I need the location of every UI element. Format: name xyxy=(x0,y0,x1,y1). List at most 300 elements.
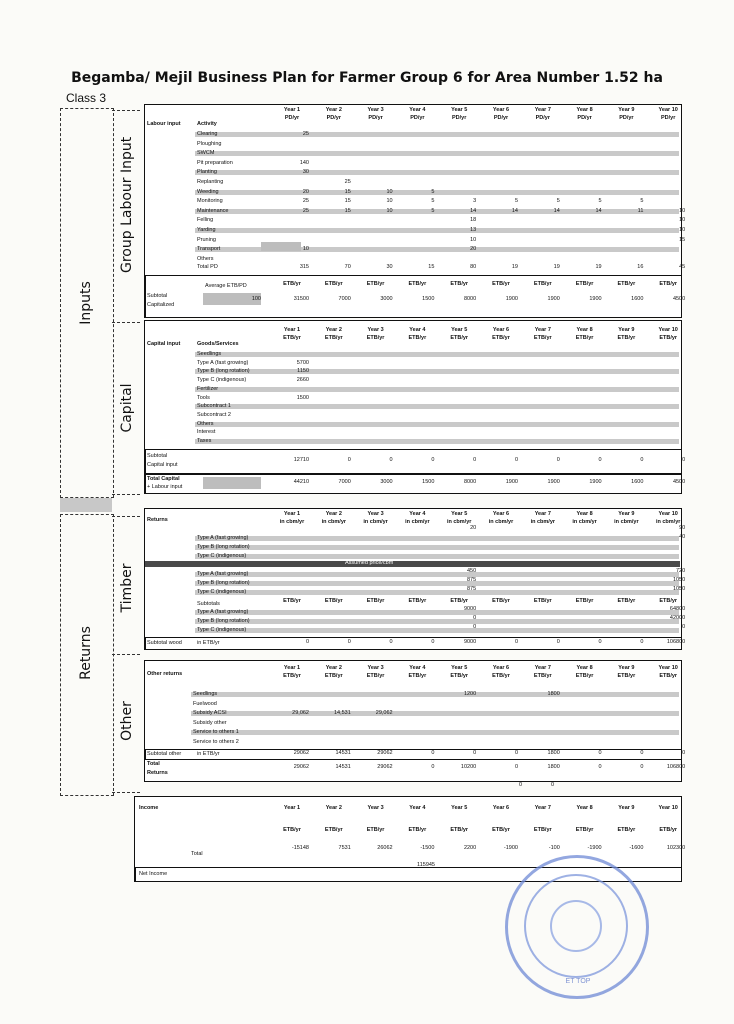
labour-value: 15 xyxy=(679,236,686,243)
capital-subtotal-value: 0 xyxy=(389,457,393,463)
other-return-label: Seedlings xyxy=(193,691,218,697)
year-header: Year 9 xyxy=(618,327,635,333)
other-total-value: 10200 xyxy=(460,764,477,770)
year-header: Year 3 xyxy=(367,107,384,113)
subtotal-wood-value: 0 xyxy=(431,639,435,645)
labour-value: 10 xyxy=(679,207,686,214)
capital-subtotal-value: 0 xyxy=(682,457,686,463)
year-unit: in cbm/yr xyxy=(279,519,305,525)
labour-value: 30 xyxy=(302,169,309,176)
labour-value: 15 xyxy=(344,188,351,195)
capital-total-value: 44210 xyxy=(293,479,309,485)
other-total-value: 0 xyxy=(431,764,435,770)
timber-price: 875 xyxy=(467,577,477,583)
timber-volume: 20 xyxy=(470,525,477,531)
labour-value: 14 xyxy=(595,207,602,214)
year-header: Year 1 xyxy=(283,511,301,517)
other-subtotal-value: 0 xyxy=(431,750,435,756)
year-unit: ETB/yr xyxy=(366,673,385,679)
transport-gray xyxy=(261,242,301,251)
capital-subtotal-value: 0 xyxy=(431,457,435,463)
timber-subtotal: 64800 xyxy=(669,606,686,612)
year-unit: PD/yr xyxy=(493,115,509,121)
row-stripe xyxy=(195,581,679,586)
year-header: Year 5 xyxy=(451,107,468,113)
other-subtotal-value: 1800 xyxy=(547,750,560,756)
inputs-label: Inputs xyxy=(78,281,94,325)
subtotals-label: Subtotals xyxy=(197,601,220,607)
divider xyxy=(112,654,140,655)
capital-label: Capital xyxy=(119,383,135,433)
year-header: Year 1 xyxy=(283,805,301,811)
year-header: Year 10 xyxy=(658,511,678,517)
labour-subtotal-value: 3000 xyxy=(380,296,393,302)
year-header: Year 4 xyxy=(409,327,426,333)
year-header: Year 4 xyxy=(409,665,426,671)
other-section xyxy=(144,660,686,782)
total-pd-value: 19 xyxy=(511,264,518,270)
etb-unit: ETB/yr xyxy=(450,598,469,604)
other-total-value: 1800 xyxy=(547,764,560,770)
year-header: Year 5 xyxy=(451,327,468,333)
etb-unit: ETB/yr xyxy=(617,827,636,833)
etb-unit: ETB/yr xyxy=(533,281,552,287)
labour-subtotal-value: 31500 xyxy=(293,296,309,302)
capital-subtotal-value: 0 xyxy=(640,457,644,463)
capital-subtotal-value: 0 xyxy=(556,457,560,463)
labour-value: 10 xyxy=(470,236,477,243)
other-subtotal-unit: in ETB/yr xyxy=(197,751,220,757)
goods-label: Others xyxy=(197,420,214,427)
total-pd-value: 70 xyxy=(344,264,351,270)
year-unit: in cbm/yr xyxy=(363,519,388,525)
other-subtotal-value: 29062 xyxy=(377,750,393,756)
total-pd-label: Total PD xyxy=(197,264,218,270)
labour-value: 5 xyxy=(431,188,435,195)
other-subtotal-value: 0 xyxy=(473,750,477,756)
extra-value-2: 0 xyxy=(550,782,554,788)
year-header: Year 2 xyxy=(325,327,342,333)
year-unit: PD/yr xyxy=(661,115,676,121)
subtotal-wood-unit: in ETB/yr xyxy=(197,640,220,646)
activity-label: Felling xyxy=(197,217,214,224)
year-header: Year 2 xyxy=(325,665,342,671)
year-unit: ETB/yr xyxy=(283,673,301,679)
avg-value: 100 xyxy=(251,296,261,302)
year-unit: PD/yr xyxy=(619,115,634,121)
year-header: Year 6 xyxy=(492,327,510,333)
other-return-value: 14,531 xyxy=(333,710,351,716)
row-stripe xyxy=(195,536,679,541)
other-subtotal-value: 29062 xyxy=(293,750,309,756)
timber-type-label: Type B (long rotation) xyxy=(197,618,250,624)
divider xyxy=(112,494,140,495)
year-header: Year 3 xyxy=(367,327,384,333)
labour-value: 20 xyxy=(302,188,309,195)
page-title: Begamba/ Mejil Business Plan for Farmer Group 6 for Area Number 1.52 ha xyxy=(71,70,663,86)
activity-label: Clearing xyxy=(197,131,218,137)
year-header: Year 9 xyxy=(618,511,635,517)
year-unit: in cbm/yr xyxy=(655,519,681,525)
year-header: Year 9 xyxy=(618,805,635,811)
year-unit: in cbm/yr xyxy=(405,519,430,525)
timber-label: Timber xyxy=(119,563,135,613)
price-label: Assumed price/cbm xyxy=(345,560,394,566)
other-subtotal-label: Subtotal other xyxy=(147,751,182,757)
activity-label: Transport xyxy=(197,246,221,253)
goods-label: Fertilizer xyxy=(197,385,219,392)
etb-unit: ETB/yr xyxy=(575,598,594,604)
timber-type-label: Type A (fast growing) xyxy=(197,535,249,541)
total-pd-value: 16 xyxy=(637,264,644,270)
goods-label: Tools xyxy=(197,394,210,401)
other-total-value: 0 xyxy=(640,764,644,770)
year-unit: in cbm/yr xyxy=(572,519,597,525)
labour-value: 5 xyxy=(640,198,644,205)
income-total-value: -100 xyxy=(548,845,560,851)
other-total-value: 29062 xyxy=(377,764,393,770)
other-return-label: Subsidy other xyxy=(193,719,227,726)
timber-type-label: Type C (indigenous) xyxy=(197,589,247,595)
etb-unit: ETB/yr xyxy=(492,598,510,604)
other-return-label: Subsidy ACSI xyxy=(193,710,227,716)
row-stripe xyxy=(195,228,679,233)
year-unit: ETB/yr xyxy=(617,673,636,679)
labour-subtotal-value: 1900 xyxy=(505,296,518,302)
other-subtotal-value: 0 xyxy=(682,750,686,756)
year-unit: ETB/yr xyxy=(450,335,469,341)
labour-value: 15 xyxy=(344,207,351,214)
year-header: Year 3 xyxy=(367,511,384,517)
stamp-text: ET TOP xyxy=(565,978,591,985)
subtotal-wood-value: 0 xyxy=(514,639,518,645)
capital-subtotal-sub: Capital input xyxy=(147,462,178,468)
labour-header-label: Labour input xyxy=(147,121,181,127)
etb-unit: ETB/yr xyxy=(450,281,469,287)
income-total-value: 102300 xyxy=(666,845,686,851)
year-unit: in cbm/yr xyxy=(321,519,347,525)
year-header: Year 10 xyxy=(658,107,678,113)
goods-label: Interest xyxy=(197,429,216,436)
activity-label: SWCM xyxy=(197,150,215,157)
etb-unit: ETB/yr xyxy=(450,827,469,833)
row-stripe xyxy=(195,439,679,444)
labour-subtotal-label: Subtotal xyxy=(147,293,168,299)
activity-header: Activity xyxy=(197,121,217,127)
stamp-core xyxy=(550,900,602,952)
net-income-value: 115945 xyxy=(417,862,435,868)
year-unit: ETB/yr xyxy=(408,335,427,341)
capital-total-value: 3000 xyxy=(380,479,393,485)
year-header: Year 1 xyxy=(283,665,301,671)
row-stripe xyxy=(195,170,679,175)
activity-label: Ploughing xyxy=(197,140,222,147)
income-total-value: 26062 xyxy=(377,845,393,851)
year-header: Year 1 xyxy=(283,327,301,333)
other-subtotal-value: 14531 xyxy=(335,750,351,756)
capital-subtotal-value: 0 xyxy=(347,457,351,463)
labour-value: 25 xyxy=(302,131,309,137)
year-header: Year 6 xyxy=(492,665,510,671)
timber-type-label: Type B (long rotation) xyxy=(197,580,250,586)
row-stripe xyxy=(195,404,679,409)
net-income-label: Net Income xyxy=(139,871,168,877)
total-pd-value: 45 xyxy=(679,264,686,270)
income-total-value: -1900 xyxy=(503,845,518,851)
labour-capitalized-label: Capitalized xyxy=(147,302,175,308)
timber-type-label: Type C (indigenous) xyxy=(197,553,247,559)
etb-unit: ETB/yr xyxy=(617,281,636,287)
capital-header-label: Capital input xyxy=(147,341,181,347)
capital-subtotal-value: 0 xyxy=(514,457,518,463)
activity-label: Weeding xyxy=(197,188,219,195)
labour-value: 5 xyxy=(431,207,435,214)
row-stripe xyxy=(195,422,679,427)
group-labour-input-label: Group Labour Input xyxy=(119,136,135,273)
total-pd-value: 315 xyxy=(299,264,309,270)
other-total-value: 106800 xyxy=(666,764,686,770)
timber-price: 1050 xyxy=(672,577,686,583)
capital-total-value: 1600 xyxy=(631,479,644,485)
year-unit: PD/yr xyxy=(326,115,341,121)
timber-subtotal: 0 xyxy=(682,624,686,630)
year-header: Year 4 xyxy=(409,511,426,517)
returns-header-label: Returns xyxy=(147,517,168,523)
labour-value: 25 xyxy=(302,198,309,205)
etb-unit: ETB/yr xyxy=(283,281,301,287)
capital-value: 1500 xyxy=(296,394,309,401)
labour-value: 11 xyxy=(637,207,644,214)
goods-label: Subcontract 2 xyxy=(197,411,231,418)
year-header: Year 7 xyxy=(534,665,551,671)
goods-label: Type B (long rotation) xyxy=(197,368,250,375)
year-unit: ETB/yr xyxy=(492,673,510,679)
capital-total-value: 1900 xyxy=(547,479,560,485)
labour-subtotal-value: 1600 xyxy=(631,296,644,302)
labour-value: 5 xyxy=(431,198,435,205)
etb-unit: ETB/yr xyxy=(492,827,510,833)
etb-unit: ETB/yr xyxy=(324,598,343,604)
year-header: Year 1 xyxy=(283,107,301,113)
divider xyxy=(112,110,140,111)
income-total-value: -1500 xyxy=(420,845,435,851)
income-total-value: -1600 xyxy=(629,845,644,851)
capital-subtotal-value: 12710 xyxy=(293,457,309,463)
timber-subtotal: 42000 xyxy=(669,615,686,621)
etb-unit: ETB/yr xyxy=(366,827,385,833)
total-pd-value: 15 xyxy=(428,264,435,270)
year-header: Year 3 xyxy=(367,665,384,671)
divider xyxy=(112,322,140,323)
year-unit: PD/yr xyxy=(284,115,300,121)
subtotal-wood-value: 0 xyxy=(598,639,602,645)
labour-subtotal-value: 1500 xyxy=(422,296,435,302)
activity-label: Monitoring xyxy=(197,198,223,205)
timber-subtotal: 0 xyxy=(473,615,477,621)
goods-label: Seedlings xyxy=(197,351,222,357)
etb-unit: ETB/yr xyxy=(283,827,301,833)
capital-total-value: 4500 xyxy=(672,479,686,485)
timber-price: 720 xyxy=(676,568,686,574)
capital-total-value: 1900 xyxy=(589,479,602,485)
other-subtotal-value: 0 xyxy=(598,750,602,756)
timber-price: 1050 xyxy=(672,586,686,592)
other-total-value: 0 xyxy=(514,764,518,770)
subtotal-wood-value: 106800 xyxy=(666,639,686,645)
etb-unit: ETB/yr xyxy=(575,281,594,287)
etb-unit: ETB/yr xyxy=(324,827,343,833)
row-stripe xyxy=(195,572,679,577)
etb-unit: ETB/yr xyxy=(324,281,343,287)
year-header: Year 10 xyxy=(658,665,678,671)
row-stripe xyxy=(195,610,679,615)
year-header: Year 4 xyxy=(409,805,426,811)
total-pd-value: 19 xyxy=(553,264,560,270)
capital-subtotal-value: 0 xyxy=(598,457,602,463)
goods-header: Goods/Services xyxy=(197,341,239,347)
labour-value: 10 xyxy=(386,188,393,195)
labour-subtotal-value: 4500 xyxy=(672,296,686,302)
year-unit: in cbm/yr xyxy=(488,519,514,525)
row-stripe xyxy=(191,692,679,697)
other-total-label: Total xyxy=(147,761,160,767)
year-header: Year 7 xyxy=(534,805,551,811)
year-unit: ETB/yr xyxy=(492,335,510,341)
capital-subtotal-label: Subtotal xyxy=(147,453,168,459)
year-unit: in cbm/yr xyxy=(530,519,556,525)
separator-block xyxy=(60,498,112,512)
labour-value: 140 xyxy=(299,159,309,166)
labour-value: 10 xyxy=(679,217,686,224)
year-unit: in cbm/yr xyxy=(614,519,639,525)
row-stripe xyxy=(195,369,679,374)
subtotal-wood-value: 0 xyxy=(347,639,351,645)
year-unit: ETB/yr xyxy=(659,673,678,679)
year-unit: ETB/yr xyxy=(533,335,552,341)
labour-value: 14 xyxy=(511,207,518,214)
labour-value: 5 xyxy=(556,198,560,205)
extra-value-1: 0 xyxy=(518,782,522,788)
year-unit: ETB/yr xyxy=(617,335,636,341)
year-header: Year 2 xyxy=(325,107,342,113)
goods-label: Type A (fast growing) xyxy=(197,359,249,366)
row-stripe xyxy=(191,730,679,735)
year-unit: PD/yr xyxy=(452,115,467,121)
row-stripe xyxy=(195,209,679,214)
year-unit: ETB/yr xyxy=(450,673,469,679)
divider xyxy=(112,516,140,517)
other-header-label: Other returns xyxy=(147,671,183,677)
year-header: Year 8 xyxy=(576,327,593,333)
row-stripe xyxy=(195,387,679,392)
etb-unit: ETB/yr xyxy=(533,598,552,604)
labour-value: 10 xyxy=(302,246,309,253)
other-total-value: 14531 xyxy=(335,764,351,770)
etb-unit: ETB/yr xyxy=(659,827,678,833)
income-total-value: -1900 xyxy=(587,845,602,851)
timber-subtotal: 0 xyxy=(473,624,477,630)
row-stripe xyxy=(195,352,679,357)
labour-value: 25 xyxy=(344,179,351,185)
timber-subtotal: 9000 xyxy=(463,606,477,612)
year-unit: ETB/yr xyxy=(575,335,594,341)
year-unit: ETB/yr xyxy=(659,335,678,341)
etb-unit: ETB/yr xyxy=(492,281,510,287)
row-stripe xyxy=(191,711,679,716)
divider xyxy=(112,792,140,793)
labour-value: 5 xyxy=(514,198,518,205)
row-stripe xyxy=(195,619,679,624)
timber-type-label: Type A (fast growing) xyxy=(197,571,249,577)
year-unit: PD/yr xyxy=(535,115,550,121)
class-label: Class 3 xyxy=(66,91,107,105)
year-header: Year 8 xyxy=(576,107,593,113)
year-header: Year 6 xyxy=(492,511,510,517)
other-return-value: 29,062 xyxy=(375,710,393,716)
labour-subtotal-value: 8000 xyxy=(463,296,477,302)
etb-unit: ETB/yr xyxy=(408,598,427,604)
timber-volume: 40 xyxy=(679,534,686,540)
etb-unit: ETB/yr xyxy=(659,598,678,604)
year-unit: PD/yr xyxy=(368,115,383,121)
avg-etb-label: Average ETB/PD xyxy=(205,283,247,289)
income-total-value: 7531 xyxy=(338,845,351,851)
income-total-label: Total xyxy=(191,851,203,857)
row-stripe xyxy=(195,132,679,137)
timber-type-label: Type A (fast growing) xyxy=(197,609,249,615)
other-return-value: 29,062 xyxy=(292,710,309,716)
timber-volume: 90 xyxy=(679,525,686,531)
subtotal-wood-value: 0 xyxy=(305,639,309,645)
etb-unit: ETB/yr xyxy=(283,598,301,604)
year-unit: ETB/yr xyxy=(408,673,427,679)
other-total-sub: Returns xyxy=(147,770,168,776)
income-total-value: 2200 xyxy=(463,845,477,851)
other-label: Other xyxy=(119,701,135,741)
other-return-value: 1800 xyxy=(547,691,560,697)
labour-subtotal-value: 7000 xyxy=(338,296,351,302)
other-subtotal-value: 0 xyxy=(514,750,518,756)
row-stripe xyxy=(195,151,679,156)
labour-value: 14 xyxy=(553,207,560,214)
capital-total-gray xyxy=(203,477,261,489)
capital-total-value: 7000 xyxy=(338,479,351,485)
timber-type-label: Type C (indigenous) xyxy=(197,627,247,633)
price-bar xyxy=(145,561,680,567)
year-header: Year 5 xyxy=(451,511,468,517)
capital-value: 2660 xyxy=(296,377,309,384)
etb-unit: ETB/yr xyxy=(366,598,385,604)
capital-value: 5700 xyxy=(296,359,309,366)
capital-total-value: 8000 xyxy=(463,479,477,485)
labour-value: 10 xyxy=(679,227,686,233)
timber-type-label: Type B (long rotation) xyxy=(197,544,250,550)
other-subtotal-value: 0 xyxy=(640,750,644,756)
year-header: Year 4 xyxy=(409,107,426,113)
year-header: Year 7 xyxy=(534,327,551,333)
year-header: Year 9 xyxy=(618,665,635,671)
year-header: Year 3 xyxy=(367,805,384,811)
year-header: Year 7 xyxy=(534,511,551,517)
activity-label: Others xyxy=(197,255,214,262)
row-stripe xyxy=(195,190,679,195)
goods-label: Type C (indigenous) xyxy=(197,377,247,384)
labour-value: 5 xyxy=(598,198,602,205)
timber-price: 450 xyxy=(467,568,477,574)
year-header: Year 6 xyxy=(492,805,510,811)
returns-label: Returns xyxy=(78,626,94,680)
activity-label: Planting xyxy=(197,169,217,176)
